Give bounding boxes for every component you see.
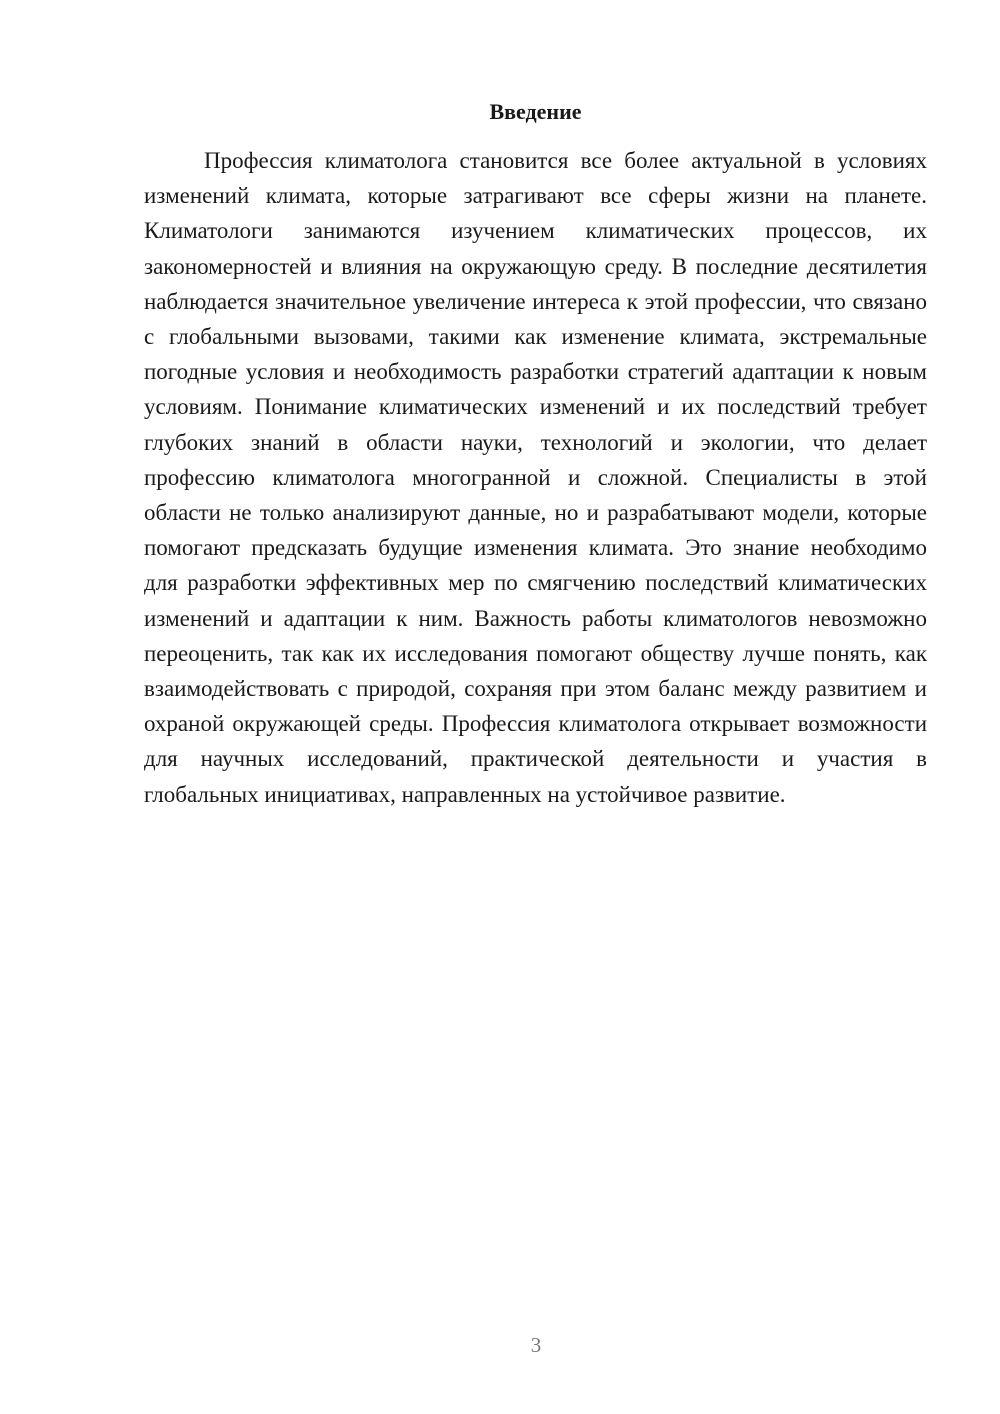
- body-paragraph: Профессия климатолога становится все более актуальной в условиях изменений климата, которые затрагивают все сферы жизни на планете. Климатологи занимаются изучением климатических процессов, их закономерностей и влияния на окружающую среду. В последние десятилетия наблюдается значительное увеличение интереса к этой профессии, что связано с глобальными вызовами, такими как изменение климата, экстремальные погодные условия и необходимость разработки стратегий адаптации к новым условиям. Понимание климатических изменений и их последствий требует глубоких знаний в области науки, технологий и экологии, что делает профессию климатолога многогранной и сложной. Специалисты в этой области не только анализируют данные, но и разрабатывают модели, которые помогают предсказать будущие изменения климата. Это знание необходимо для разработки эффективных мер по смягчению последствий климатических изменений и адаптации к ним. Важность работы климатологов невозможно переоценить, так как их исследования помогают обществу лучше понять, как взаимодействовать с природой, сохраняя при этом баланс между развитием и охраной окружающей среды. Профессия климатолога открывает возможности для научных исследований, практической деятельности и участия в глобальных инициативах, направленных на устойчивое развитие.: [144, 148, 927, 807]
- page-number: 3: [530, 1333, 542, 1357]
- section-heading: Введение: [489, 99, 582, 124]
